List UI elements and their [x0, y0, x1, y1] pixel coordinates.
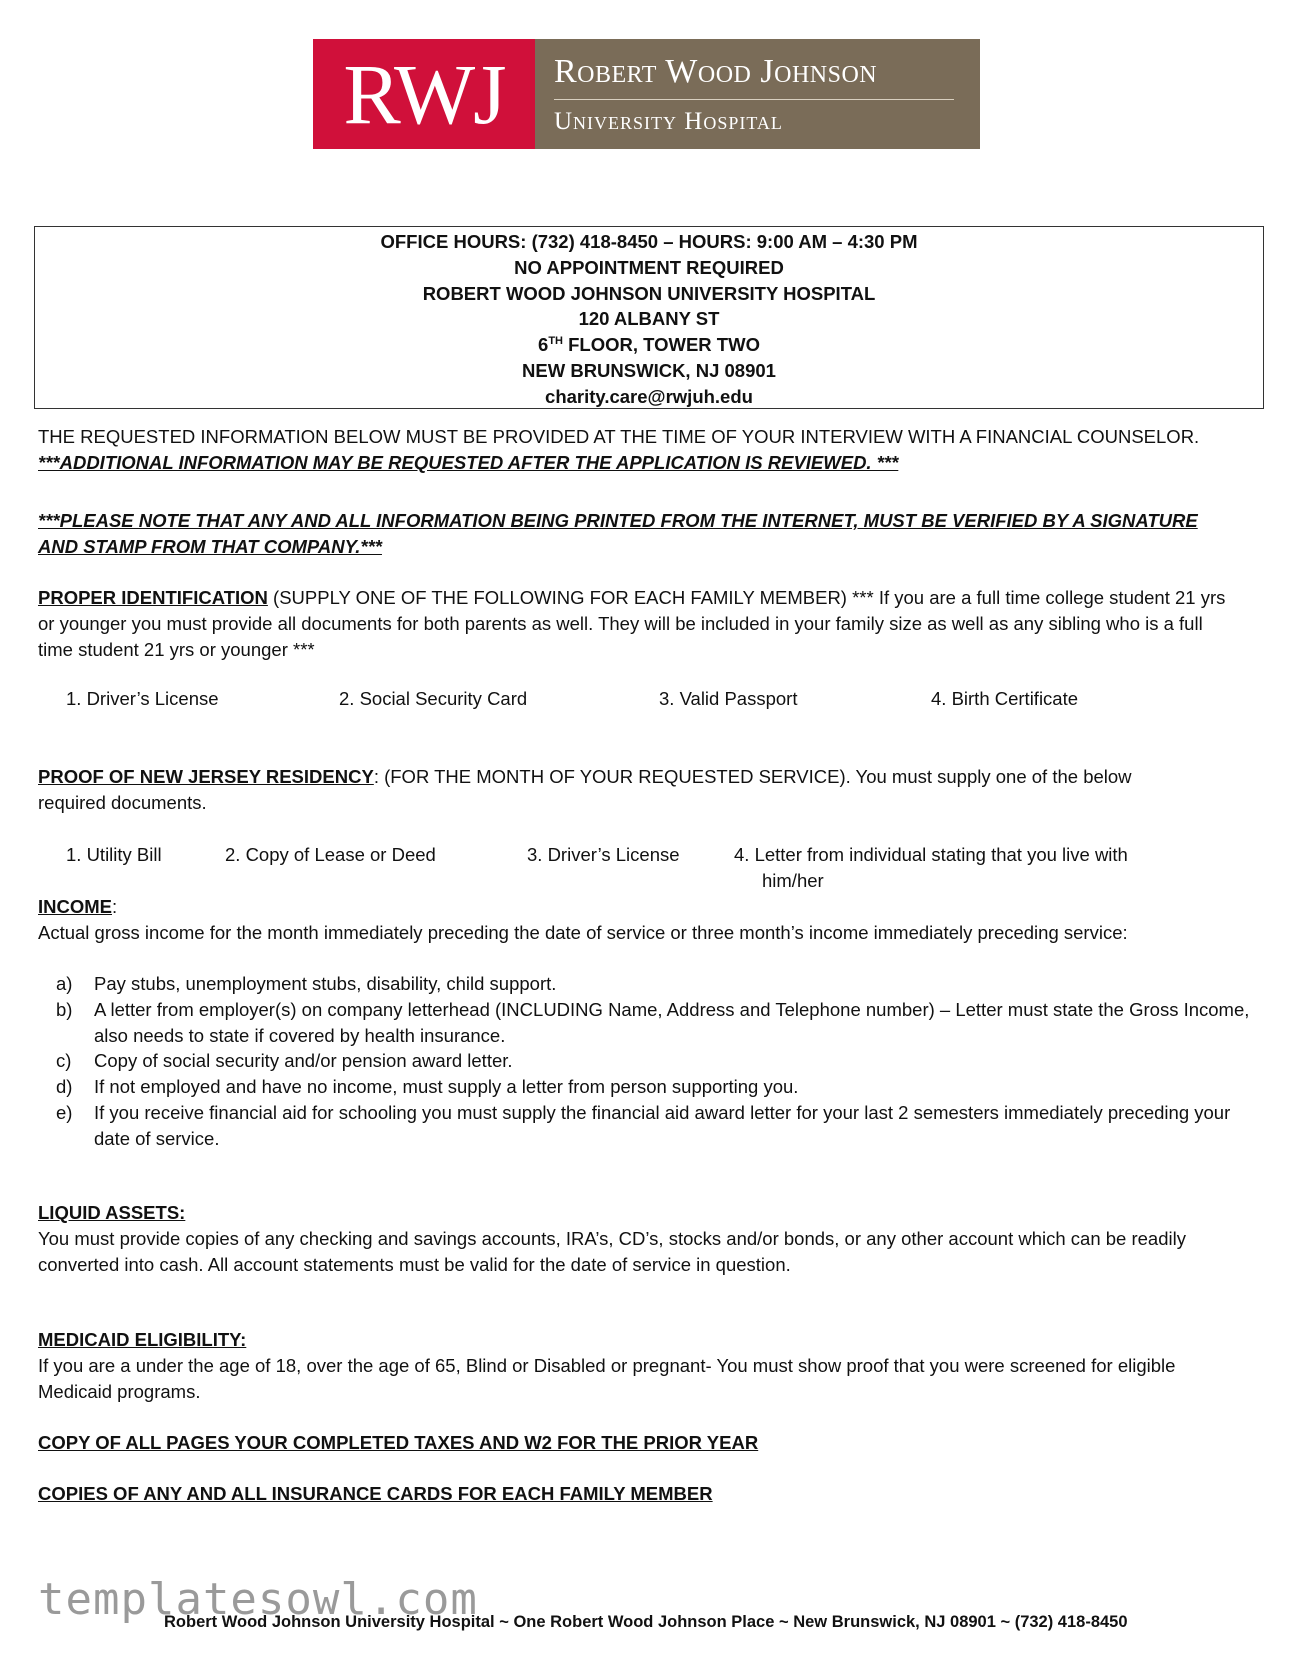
liquid-assets-text: You must provide copies of any checking and savings accounts, IRA’s, CD’s, stocks and/or bonds, or any other account which can be readily converted into cash. All account statements must be valid for the date of service in question. — [38, 1227, 1186, 1275]
id-item-1: 1. Driver’s License — [66, 688, 219, 709]
insurance-requirement: COPIES OF ANY AND ALL INSURANCE CARDS FOR EACH FAMILY MEMBER — [38, 1483, 713, 1504]
street-line: 120 ALBANY ST — [578, 308, 720, 330]
floor-text: FLOOR, TOWER TWO — [562, 334, 760, 356]
residency-item-2: 2. Copy of Lease or Deed — [225, 844, 436, 865]
taxes-requirement: COPY OF ALL PAGES YOUR COMPLETED TAXES AND W2 FOR THE PRIOR YEAR — [38, 1432, 759, 1453]
floor-suffix: TH — [548, 335, 563, 348]
medicaid-heading: MEDICAID ELIGIBILITY: — [38, 1329, 247, 1350]
internet-verification-note: ***PLEASE NOTE THAT ANY AND ALL INFORMATION BEING PRINTED FROM THE INTERNET, MUST BE VERIFIED BY A SIGNATURE AND STAMP FROM THAT COMPANY.*** — [38, 510, 1198, 557]
intro-line: THE REQUESTED INFORMATION BELOW MUST BE PROVIDED AT THE TIME OF YOUR INTERVIEW WITH A FINANCIAL COUNSELOR. — [38, 426, 1200, 447]
list-item: c) Copy of social security and/or pension award letter. — [56, 1050, 513, 1072]
list-item: a) Pay stubs, unemployment stubs, disability, child support. — [56, 973, 557, 994]
income-heading: INCOME — [38, 896, 112, 917]
id-item-4: 4. Birth Certificate — [931, 688, 1079, 709]
logo-wordmark — [535, 39, 980, 149]
floor-number: 6 — [538, 334, 549, 356]
logo-line-2: University Hospital — [554, 107, 783, 135]
office-hours-box — [34, 226, 1264, 409]
list-item: d) If not employed and have no income, must supply a letter from person supporting you. — [56, 1076, 799, 1098]
identification-section — [38, 585, 1238, 662]
identification-heading: PROPER IDENTIFICATION — [38, 587, 268, 608]
city-line: NEW BRUNSWICK, NJ 08901 — [522, 359, 776, 381]
residency-heading: PROOF OF NEW JERSEY RESIDENCY — [38, 766, 374, 787]
office-hours-line: OFFICE HOURS: (732) 418-8450 – HOURS: 9:00 AM – 4:30 PM — [380, 231, 918, 252]
list-item: e) If you receive financial aid for schooling you must supply the financial aid award letter for your last 2 semesters immediately preceding your date of service. — [56, 1101, 1231, 1149]
email-line[interactable]: charity.care@rwjuh.edu — [545, 385, 753, 407]
hospital-name-line: ROBERT WOOD JOHNSON UNIVERSITY HOSPITAL — [422, 282, 876, 304]
hospital-logo — [313, 39, 980, 149]
residency-item-3: 3. Driver’s License — [527, 844, 680, 865]
id-item-3: 3. Valid Passport — [659, 688, 798, 709]
liquid-assets-section — [38, 1200, 1238, 1277]
income-section — [38, 894, 1258, 946]
appointment-line: NO APPOINTMENT REQUIRED — [514, 256, 784, 278]
residency-item-4: 4. Letter from individual stating that you live with — [734, 844, 1128, 865]
income-documents-list — [56, 971, 1256, 1152]
liquid-assets-heading: LIQUID ASSETS: — [38, 1202, 186, 1223]
residency-item-1: 1. Utility Bill — [66, 844, 162, 865]
intro-block — [38, 424, 1258, 476]
id-item-2: 2. Social Security Card — [339, 688, 528, 709]
logo-line-1: Robert Wood Johnson — [554, 52, 878, 90]
residency-section — [38, 764, 1188, 816]
watermark: templatesowl.com — [38, 1574, 478, 1625]
footer-address: Robert Wood Johnson University Hospital ~ One Robert Wood Johnson Place ~ New Brunswick, NJ 08901 ~ (732) 418-8450 — [164, 1613, 1128, 1631]
logo-divider — [554, 99, 954, 100]
medicaid-text: If you are a under the age of 18, over the age of 65, Blind or Disabled or pregnant- You must show proof that you were screened for eligible Medicaid programs. — [38, 1354, 1176, 1402]
logo-mark: RWJ — [313, 39, 535, 149]
list-item: b) A letter from employer(s) on company letterhead (INCLUDING Name, Address and Telephone number) – Letter must state the Gross Income, also needs to state if covered by health insurance. — [56, 998, 1250, 1046]
residency-item-4-cont: him/her — [762, 870, 824, 891]
income-text: Actual gross income for the month immediately preceding the date of service or three month’s income immediately preceding service: — [38, 921, 1128, 943]
floor-line — [35, 332, 1263, 358]
income-colon: : — [112, 896, 118, 917]
medicaid-section — [38, 1327, 1238, 1404]
identification-text: (SUPPLY ONE OF THE FOLLOWING FOR EACH FAMILY MEMBER) *** If you are a full time college student 21 yrs or younger you must provide all documents for both parents as well. They will be included in your family size as well as any sibling who is a full time student 21 yrs or younger *** — [38, 587, 1226, 660]
additional-info-note: ***ADDITIONAL INFORMATION MAY BE REQUESTED AFTER THE APPLICATION IS REVIEWED. *** — [38, 451, 899, 473]
residency-text: : (FOR THE MONTH OF YOUR REQUESTED SERVICE). You must supply one of the below required documents. — [38, 766, 1132, 813]
